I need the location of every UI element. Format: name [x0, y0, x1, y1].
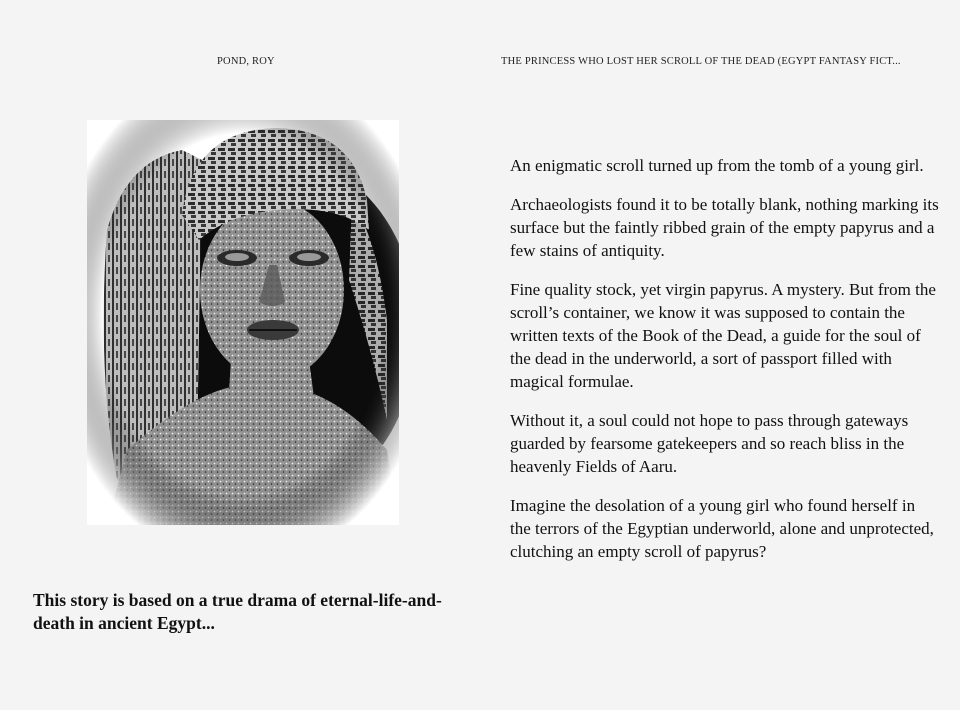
paragraph: Imagine the desolation of a young girl who found herself in the terrors of the Egyptian underworld, alone and unprotected, clutching an empty scroll of papyrus?	[510, 496, 934, 561]
right-page	[480, 0, 960, 710]
paragraph: Without it, a soul could not hope to pass through gateways guarded by fearsome gatekeepers and so reach bliss in the heavenly Fields of Aaru.	[510, 411, 909, 476]
running-head-author: POND, ROY	[217, 56, 275, 67]
body-text	[510, 154, 940, 579]
paragraph: Archaeologists found it to be totally blank, nothing marking its surface but the faintly ribbed grain of the empty papyrus and a few stains of antiquity.	[510, 195, 939, 260]
paragraph: Fine quality stock, yet virgin papyrus. A mystery. But from the scroll’s container, we know it was supposed to contain the written texts of the Book of the Dead, a guide for the soul of the dead in the underworld, a sort of passport filled with magical formulae.	[510, 280, 936, 391]
bust-illustration	[87, 120, 399, 525]
tagline: This story is based on a true drama of eternal-life-and-death in ancient Egypt...	[33, 590, 442, 633]
running-head-title: THE PRINCESS WHO LOST HER SCROLL OF THE DEAD (EGYPT FANTASY FICT...	[501, 56, 901, 67]
paragraph: An enigmatic scroll turned up from the tomb of a young girl.	[510, 156, 924, 175]
bust-illustration-icon	[87, 120, 399, 525]
